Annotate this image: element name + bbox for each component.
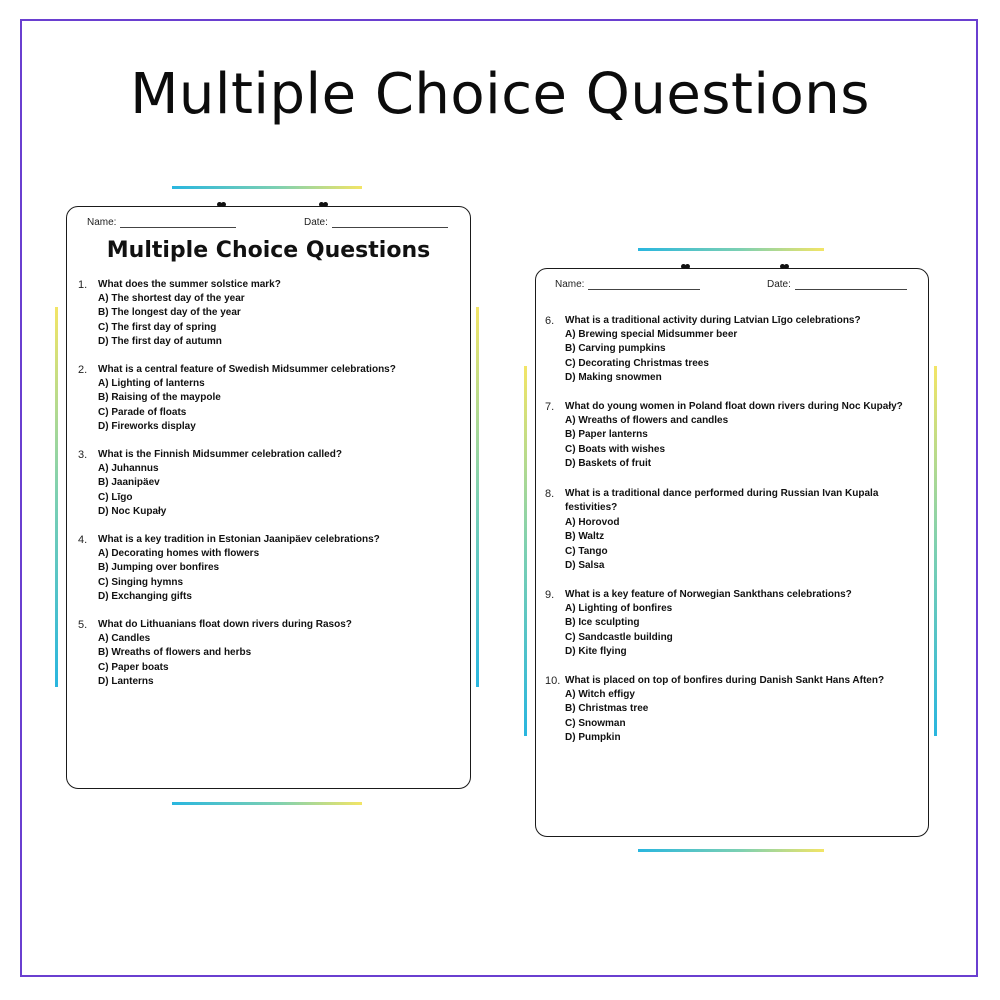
answer-option: D) Salsa xyxy=(565,559,605,571)
answer-option: B) Jaanipäev xyxy=(98,477,160,489)
answer-option: C) Decorating Christmas trees xyxy=(565,357,709,369)
answer-option: D) Pumpkin xyxy=(565,731,621,743)
question-number: 4. xyxy=(78,534,88,546)
question-text: What is the Finnish Midsummer celebration called? xyxy=(98,449,342,460)
question-number: 6. xyxy=(545,315,555,327)
answer-options xyxy=(565,414,728,471)
date-field xyxy=(767,279,907,290)
answer-option: B) Carving pumpkins xyxy=(565,343,666,355)
question-number: 3. xyxy=(78,449,88,461)
answer-option: C) Singing hymns xyxy=(98,576,183,588)
answer-option: B) Ice sculpting xyxy=(565,617,640,629)
answer-option: A) Juhannus xyxy=(98,463,159,474)
answer-option: D) The first day of autumn xyxy=(98,335,222,347)
answer-option: C) Sandcastle building xyxy=(565,631,673,643)
question-text: What is a traditional activity during Latvian Līgo celebrations? xyxy=(565,315,861,326)
answer-option: D) Noc Kupały xyxy=(98,505,167,517)
answer-options xyxy=(565,328,737,385)
date-line xyxy=(795,288,907,290)
answer-options xyxy=(98,377,221,434)
answer-option: D) Exchanging gifts xyxy=(98,590,192,602)
name-line xyxy=(588,288,700,290)
answer-option: A) Candles xyxy=(98,633,151,644)
question-number: 8. xyxy=(545,488,555,500)
question-number: 1. xyxy=(78,279,88,291)
decor-bar xyxy=(638,248,824,251)
answer-options xyxy=(98,632,251,689)
answer-option: D) Making snowmen xyxy=(565,371,662,383)
decor-bar xyxy=(934,366,937,736)
question-text: What do Lithuanians float down rivers during Rasos? xyxy=(98,619,352,630)
name-field xyxy=(87,217,236,228)
answer-option: A) Decorating homes with flowers xyxy=(98,548,260,559)
decor-bar xyxy=(55,307,58,687)
answer-option: C) Snowman xyxy=(565,717,626,729)
worksheet-page-1 xyxy=(66,206,471,789)
answer-option: C) Paper boats xyxy=(98,661,169,673)
worksheet-page-2 xyxy=(535,268,929,837)
binder-ring-icon xyxy=(217,202,226,209)
decor-bar xyxy=(172,186,362,189)
question-number: 5. xyxy=(78,619,88,631)
answer-option: A) Lighting of lanterns xyxy=(98,378,205,389)
answer-option: A) The shortest day of the year xyxy=(98,293,245,304)
date-field xyxy=(304,217,448,228)
question-number: 9. xyxy=(545,589,555,601)
decor-bar xyxy=(638,849,824,852)
question-text: What is placed on top of bonfires during Danish Sankt Hans Aften? xyxy=(565,675,885,686)
question-text: What is a traditional dance performed during Russian Ivan Kupala festivities? xyxy=(565,488,879,514)
answer-option: C) Līgo xyxy=(98,491,133,503)
answer-option: A) Brewing special Midsummer beer xyxy=(565,329,738,340)
answer-options xyxy=(98,462,166,519)
question-text: What does the summer solstice mark? xyxy=(98,279,281,290)
decor-bar xyxy=(172,802,362,805)
answer-option: B) Wreaths of flowers and herbs xyxy=(98,647,252,659)
answer-options xyxy=(565,602,673,659)
date-label: Date: xyxy=(767,279,791,290)
answer-options xyxy=(565,688,648,745)
question-text: What is a key tradition in Estonian Jaanipäev celebrations? xyxy=(98,534,380,545)
answer-option: A) Horovod xyxy=(565,517,620,528)
answer-option: D) Lanterns xyxy=(98,675,154,687)
date-line xyxy=(332,226,448,228)
question-number: 7. xyxy=(545,401,555,413)
answer-option: B) Raising of the maypole xyxy=(98,392,221,404)
answer-option: D) Fireworks display xyxy=(98,420,196,432)
answer-option: A) Lighting of bonfires xyxy=(565,603,673,614)
answer-options xyxy=(98,547,259,604)
question-text: What is a key feature of Norwegian Sankthans celebrations? xyxy=(565,589,852,600)
question-text: What is a central feature of Swedish Midsummer celebrations? xyxy=(98,364,396,375)
answer-option: B) Christmas tree xyxy=(565,703,649,715)
binder-ring-icon xyxy=(681,264,690,271)
name-field xyxy=(555,279,700,290)
answer-options xyxy=(565,516,619,573)
answer-options xyxy=(98,292,245,349)
binder-ring-icon xyxy=(780,264,789,271)
answer-option: B) Jumping over bonfires xyxy=(98,562,220,574)
question-number: 10. xyxy=(545,675,561,687)
answer-option: B) The longest day of the year xyxy=(98,307,241,319)
answer-option: D) Kite flying xyxy=(565,645,627,657)
answer-option: A) Witch effigy xyxy=(565,689,635,700)
name-label: Name: xyxy=(87,217,117,228)
binder-ring-icon xyxy=(319,202,328,209)
answer-option: C) Tango xyxy=(565,545,608,557)
question-text: What do young women in Poland float down rivers during Noc Kupały? xyxy=(565,401,903,412)
answer-option: C) The first day of spring xyxy=(98,321,217,333)
name-label: Name: xyxy=(555,279,585,290)
date-label: Date: xyxy=(304,217,328,228)
answer-option: B) Paper lanterns xyxy=(565,429,648,441)
name-line xyxy=(120,226,236,228)
decor-bar xyxy=(476,307,479,687)
answer-option: A) Wreaths of flowers and candles xyxy=(565,415,729,426)
answer-option: C) Parade of floats xyxy=(98,406,187,418)
answer-option: B) Waltz xyxy=(565,531,605,543)
decor-bar xyxy=(524,366,527,736)
worksheet-title: Multiple Choice Questions xyxy=(106,238,431,263)
answer-option: C) Boats with wishes xyxy=(565,443,666,455)
answer-option: D) Baskets of fruit xyxy=(565,457,652,469)
page-title: Multiple Choice Questions xyxy=(130,62,870,127)
question-number: 2. xyxy=(78,364,88,376)
